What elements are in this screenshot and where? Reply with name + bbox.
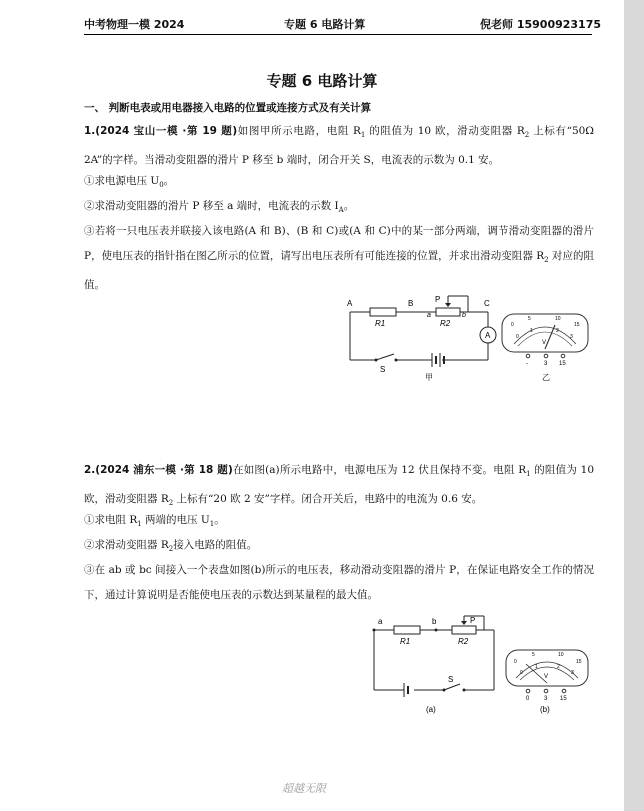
svg-text:3: 3 [571, 670, 574, 676]
svg-text:0: 0 [514, 659, 517, 665]
q2-step1: ①求电阻 $R_1$ 两端的电压 $U_1$。 [84, 514, 225, 529]
header-divider [84, 34, 592, 35]
voltmeter-dial-2 [506, 650, 588, 686]
q2-step3: ③在 ab 或 bc 间接入一个表盘如图(b)所示的电压表，移动滑动变阻器的滑片 P，在保证电路安全工作的情况下，通过计算说明是否能使电压表的示数达到某量程的最大值。 [84, 564, 594, 601]
section-heading: 一、 判断电表或用电器接入电路的位置或连接方式及有关计算 [84, 102, 372, 114]
q2-step2: ②求滑动变阻器 $R_2$接入电路的阻值。 [84, 539, 258, 554]
q1-tag: 1.(2024 宝山一模 ·第 19 题) [84, 125, 238, 137]
fig1-label-A: A [347, 299, 353, 308]
fig1-caption-2: 乙 [542, 373, 550, 382]
fig2-label-a: a [378, 617, 383, 626]
svg-text:0: 0 [511, 322, 514, 328]
fig2-label-R2: R2 [458, 637, 469, 646]
svg-text:0: 0 [520, 670, 523, 676]
svg-text:0: 0 [516, 334, 519, 340]
svg-text:2: 2 [556, 328, 559, 334]
q1-step2: ②求滑动变阻器的滑片 P 移至 a 端时，电流表的示数 $I_A$。 [84, 200, 355, 215]
svg-text:1: 1 [530, 328, 533, 334]
svg-text:15: 15 [574, 322, 580, 328]
watermark: 超越无限 [282, 782, 326, 795]
svg-text:1: 1 [535, 664, 538, 670]
q1-intro: 1.(2024 宝山一模 ·第 19 题)如图甲所示电路，电阻 $R_1$ 的阻值为 10 欧，滑动变阻器 $R_2$ 上标有“50Ω 2A”的字样。当滑动变阻器的滑片 P 移至 b 端时，闭合开关 S，电流表的示数为 0.1 安。 [84, 125, 595, 167]
svg-text:5: 5 [528, 316, 531, 322]
svg-text:V: V [542, 340, 547, 346]
svg-text:15: 15 [560, 696, 567, 702]
fig2-caption-b: (b) [540, 705, 550, 714]
q2-intro: 2.(2024 浦东一模 ·第 18 题)在如图(a)所示电路中，电源电压为 12 伏且保持不变。电阻 $R_1$ 的阻值为 10 欧，滑动变阻器 $R_2$ 上标有“20 欧 2 安”字样。闭合开关后，电路中的电流为 0.6 安。 [84, 464, 594, 508]
fig1-label-R1: R1 [375, 319, 386, 328]
fig1-label-S: S [380, 365, 386, 374]
svg-text:V: V [544, 674, 549, 680]
figure-2 [360, 612, 600, 716]
figure-1 [330, 292, 600, 392]
q1-step1: ①求电源电压 $U_0$。 [84, 175, 175, 190]
header-center: 专题 6 电路计算 [284, 18, 366, 31]
svg-text:15: 15 [576, 659, 582, 665]
fig1-ammeter-label: A [485, 331, 491, 340]
fig1-label-C: C [484, 299, 490, 308]
fig1-label-P: P [435, 295, 441, 304]
svg-text:5: 5 [532, 652, 535, 658]
fig2-label-R1: R1 [400, 637, 411, 646]
svg-text:0: 0 [526, 696, 530, 702]
svg-text:3: 3 [570, 334, 573, 340]
fig1-label-a: a [427, 312, 431, 319]
header-left: 中考物理一模 2024 [84, 18, 185, 31]
svg-text:3: 3 [544, 361, 548, 367]
q2-tag: 2.(2024 浦东一模 ·第 18 题) [84, 464, 233, 476]
page-title: 专题 6 电路计算 [266, 72, 378, 90]
fig1-label-R2: R2 [440, 319, 451, 328]
fig1-label-B: B [408, 299, 414, 308]
q1-step3: ③若将一只电压表并联接入该电路(A 和 B)、(B 和 C)或(A 和 C)中的某一部分两端，调节滑动变阻器的滑片 P，使电压表的指针指在图乙所示的位置，请写出电压表所有可能连接的位置，并求出滑动变阻器 $R_2$ 对应的阻值。 [84, 225, 594, 292]
svg-text:10: 10 [558, 652, 564, 658]
voltmeter-dial-1 [502, 314, 588, 352]
fig1-label-b: b [462, 312, 466, 319]
svg-text:15: 15 [559, 361, 566, 367]
fig2-label-S: S [448, 675, 454, 684]
svg-text:10: 10 [555, 316, 561, 322]
svg-text:3: 3 [544, 696, 548, 702]
svg-text:-: - [526, 361, 528, 367]
fig1-caption: 甲 [425, 373, 433, 382]
header-right: 倪老师 15900923175 [480, 18, 602, 31]
fig2-caption-a: (a) [426, 705, 436, 714]
fig2-label-P: P [470, 616, 476, 625]
fig2-label-b: b [432, 617, 437, 626]
svg-text:2: 2 [557, 664, 560, 670]
